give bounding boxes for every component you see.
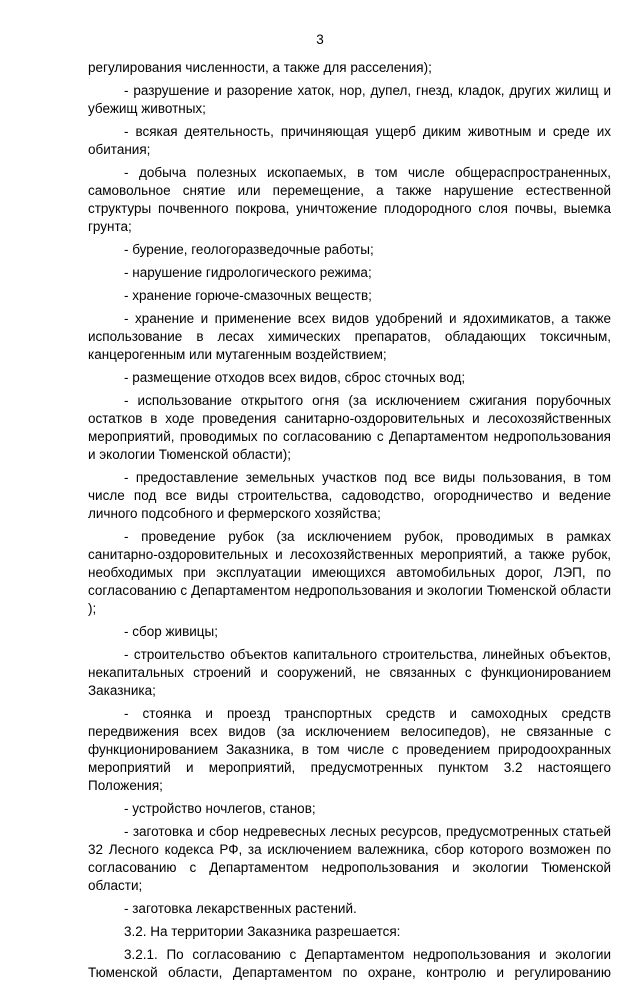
paragraph-3: - всякая деятельность, причиняющая ущерб диким животным и среде их обитания; <box>88 124 611 157</box>
paragraph-7: - хранение горюче-смазочных веществ; <box>124 288 372 303</box>
paragraph-13: - сбор живицы; <box>124 624 218 639</box>
section-heading-3-2: 3.2. На территории Заказника разрешается: <box>124 924 401 939</box>
paragraph-5: - бурение, геологоразведочные работы; <box>124 242 374 257</box>
paragraph-10: - использование открытого огня (за исключением сжигания порубочных остатков в ходе проведения санитарно-оздоровительных и лесохозяйственных мероприятий, проводимых по согласованию с Департаментом недропользования и экологии Тюменской области); <box>88 393 611 462</box>
paragraph-12: - проведение рубок (за исключением рубок, проводимых в рамках санитарно-оздоровительных и лесохозяйственных мероприятий, а также рубок, необходимых при эксплуатации имеющихся автомобильных дорог, ЛЭП, по согласованию с Департаментом недропользования и экологии Тюменской области ); <box>88 529 611 616</box>
paragraph-6: - нарушение гидрологического режима; <box>124 265 372 280</box>
page-number: 3 <box>316 32 324 47</box>
paragraph-18: - заготовка лекарственных растений. <box>124 901 357 916</box>
paragraph-9: - размещение отходов всех видов, сброс сточных вод; <box>124 370 466 385</box>
paragraph-3-2-1: 3.2.1. По согласованию с Департаментом недропользования и экологии Тюменской области, Департаментом по охране, контролю и регулированию <box>88 947 611 980</box>
paragraph-17: - заготовка и сбор недревесных лесных ресурсов, предусмотренных статьей 32 Лесного кодекса РФ, за исключением валежника, сбор которого возможен по согласованию с Департаментом недропользования и экологии Тюменской области; <box>88 824 611 893</box>
paragraph-4: - добыча полезных ископаемых, в том числе общераспространенных, самовольное снятие или перемещение, а также нарушение естественной структуры почвенного покрова, уничтожение плодородного слоя почвы, выемка грунта; <box>88 165 611 234</box>
paragraph-8: - хранение и применение всех видов удобрений и ядохимикатов, а также использование в лесах химических препаратов, обладающих токсичным, канцерогенным или мутагенным воздействием; <box>88 311 611 362</box>
paragraph-2: - разрушение и разорение хаток, нор, дупел, гнезд, кладок, других жилищ и убежищ животных; <box>88 83 611 116</box>
paragraph-16: - устройство ночлегов, станов; <box>124 801 316 816</box>
paragraph-15: - стоянка и проезд транспортных средств и самоходных средств передвижения всех видов (за исключением велосипедов), не связанные с функционированием Заказника, в том числе с проведением природоохранных мероприятий и мероприятий, предусмотренных пунктом 3.2 настоящего Положения; <box>88 706 611 793</box>
paragraph-11: - предоставление земельных участков под все виды пользования, в том числе под все виды строительства, садоводство, огородничество и ведение личного подсобного и фермерского хозяйства; <box>88 470 611 521</box>
document-body <box>88 59 611 987</box>
paragraph-14: - строительство объектов капитального строительства, линейных объектов, некапитальных строений и сооружений, не связанных с функционированием Заказника; <box>88 647 611 698</box>
paragraph-1: регулирования численности, а также для расселения); <box>88 60 432 75</box>
